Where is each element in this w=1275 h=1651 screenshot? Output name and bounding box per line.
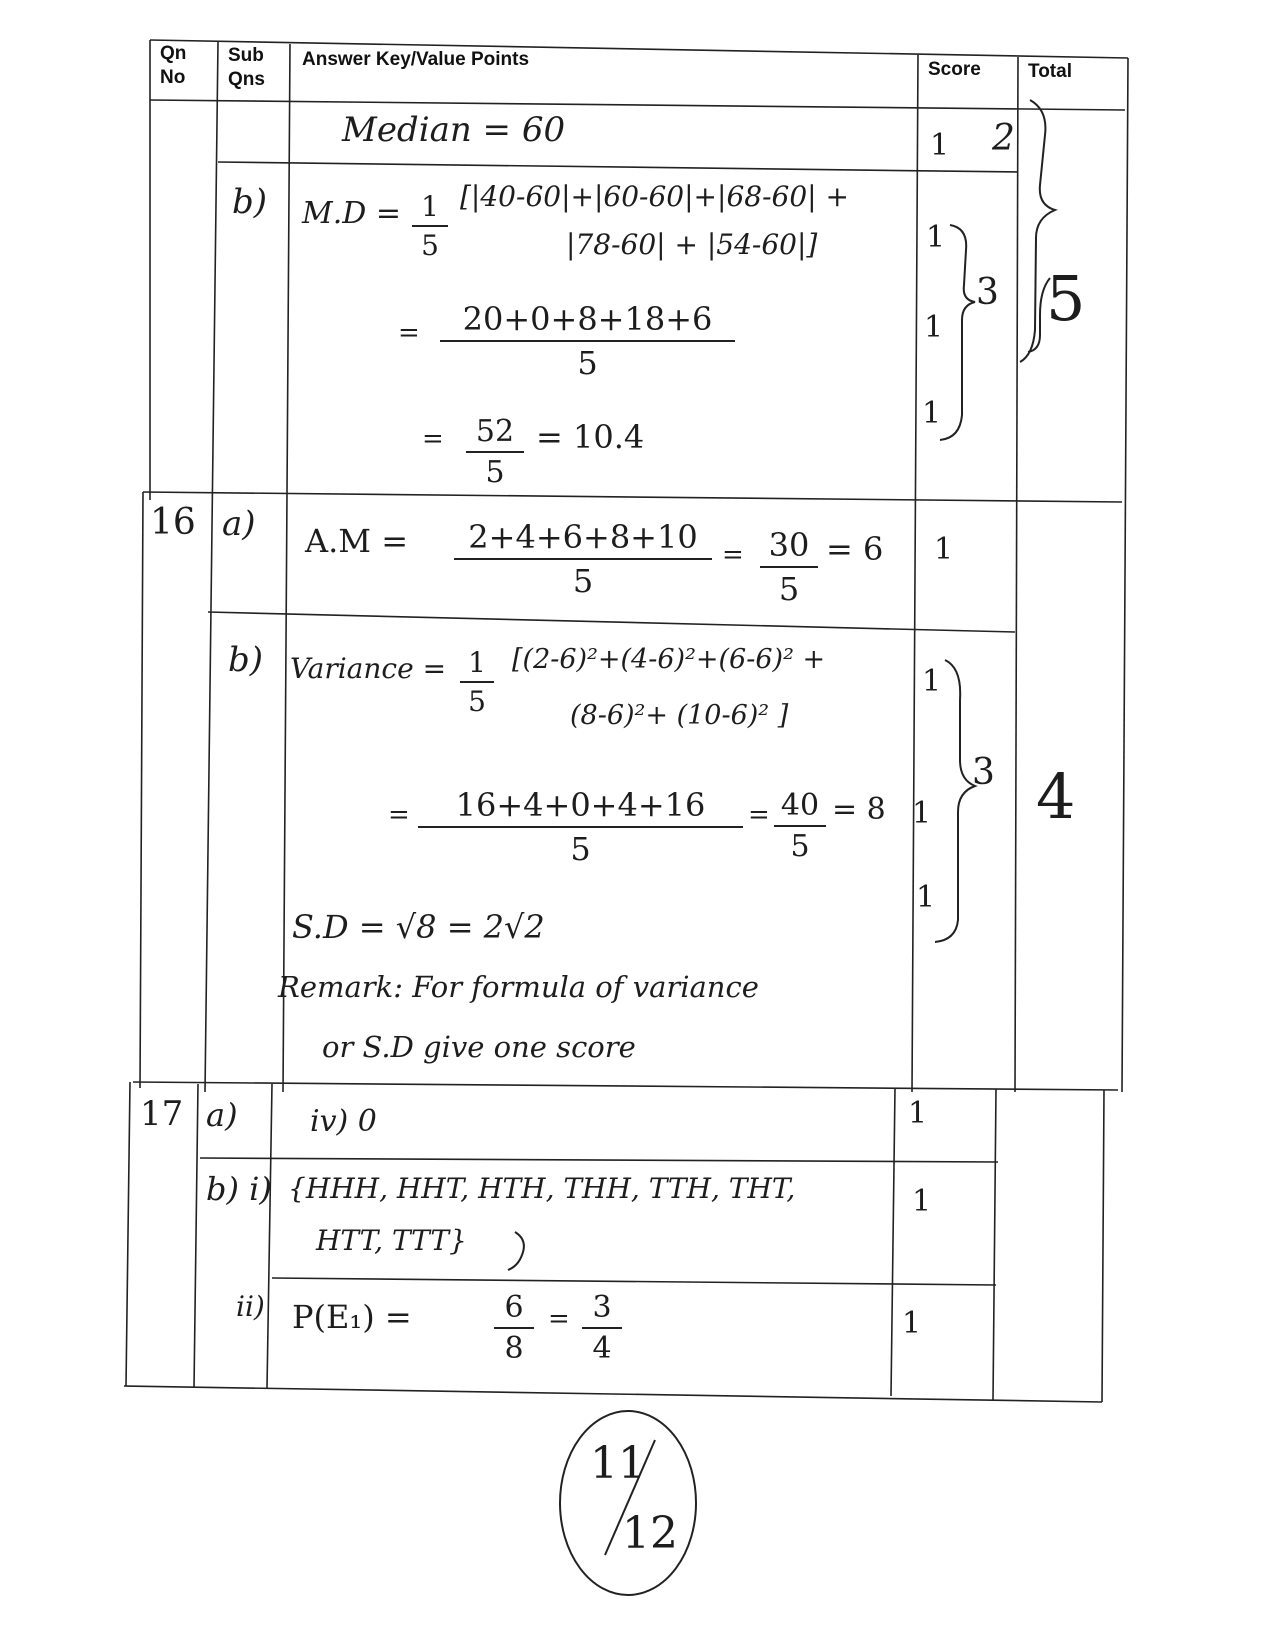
header-score: Score xyxy=(928,59,981,80)
q15b-step2-num: 20+0+8+18+6 xyxy=(462,300,713,338)
q16b-score-3: 1 xyxy=(916,880,936,915)
q17bii-frac2 xyxy=(582,1290,622,1366)
q16b-step2-num: 16+4+0+4+16 xyxy=(455,786,706,824)
q16b-step2-den2: 5 xyxy=(790,829,810,864)
header-sub-qns: Sub Qns xyxy=(228,45,265,90)
q16b-frac-num: 1 xyxy=(468,646,486,679)
q16a-sub: a) xyxy=(222,504,256,544)
q17bi-line2: HTT, TTT} xyxy=(316,1224,467,1257)
header-qn-no xyxy=(160,42,200,90)
q16a-frac xyxy=(454,518,712,600)
q15b-step3-frac xyxy=(466,414,524,490)
q15b-md-line1: [|40-60|+|60-60|+|68-60| + xyxy=(460,180,849,213)
q17-number: 17 xyxy=(140,1094,184,1134)
median-total: 2 xyxy=(992,118,1015,159)
q16b-remark-line1: Remark: For formula of variance xyxy=(278,970,759,1004)
q16a-num2: 30 xyxy=(768,526,810,564)
q17bii-eq-sign: = xyxy=(548,1304,570,1334)
q16b-score-2: 1 xyxy=(912,796,932,831)
q16a-den: 5 xyxy=(572,562,594,600)
q15b-brace-total: 3 xyxy=(976,272,999,313)
header-qn-no-label: Qn No xyxy=(160,43,187,88)
median-score: 1 xyxy=(930,128,950,163)
q16a-frac2 xyxy=(760,526,818,608)
q17bii-den: 8 xyxy=(504,1331,524,1366)
q15b-step2-frac xyxy=(440,300,735,382)
q17bi-score: 1 xyxy=(912,1184,932,1219)
q16b-eq-sign-2: = xyxy=(748,800,770,830)
q16b-step2-num2: 40 xyxy=(780,788,820,823)
header-answer-key: Answer Key/Value Points xyxy=(302,49,530,70)
q15b-md-frac xyxy=(412,190,448,262)
q16b-brace-total: 3 xyxy=(972,752,995,793)
q17bii-num: 6 xyxy=(504,1290,524,1325)
q16b-sd: S.D = √8 = 2√2 xyxy=(292,908,545,946)
q17bii-sub: ii) xyxy=(236,1290,265,1323)
q16b-eq-sign-1: = xyxy=(388,800,410,830)
page-mark-denominator: 12 xyxy=(622,1508,678,1559)
q16b-sub: b) xyxy=(228,640,264,680)
q16b-step2-den: 5 xyxy=(570,830,591,868)
q17bii-score: 1 xyxy=(902,1306,922,1341)
q16b-frac-den: 5 xyxy=(468,685,486,718)
q16a-result: = 6 xyxy=(826,530,884,568)
q16-grand-total: 4 xyxy=(1036,760,1076,833)
q16a-num: 2+4+6+8+10 xyxy=(468,518,698,556)
q17bii-den2: 4 xyxy=(592,1331,612,1366)
q15b-eq-sign-2: = xyxy=(422,424,444,454)
q16a-lhs: A.M = xyxy=(305,522,409,560)
q15b-score-2: 1 xyxy=(924,310,944,345)
q17bi-line1: {HHH, HHT, HTH, THH, TTH, THT, xyxy=(288,1172,796,1205)
q16b-step2-frac2 xyxy=(774,788,826,864)
q17bii-num2: 3 xyxy=(592,1290,612,1325)
q15b-md-frac-num: 1 xyxy=(421,190,439,223)
q15b-md-line2: |78-60| + |54-60|] xyxy=(566,228,818,261)
q16a-den2: 5 xyxy=(778,570,800,608)
q16b-line1: [(2-6)²+(4-6)²+(6-6)² + xyxy=(512,644,826,675)
q17a-sub: a) xyxy=(206,1096,238,1134)
q17bii-lhs: P(E₁) = xyxy=(292,1298,412,1336)
q17bii-frac xyxy=(494,1290,534,1366)
q15b-md-lhs: M.D = xyxy=(302,196,401,231)
q17a-score: 1 xyxy=(908,1096,928,1131)
q16b-remark-line2: or S.D give one score xyxy=(322,1030,636,1064)
q16b-step2-frac xyxy=(418,786,743,868)
q17bi-sub: b) i) xyxy=(206,1170,272,1208)
q16b-line2: (8-6)²+ (10-6)² ] xyxy=(570,700,789,731)
q15b-eq-sign-1: = xyxy=(398,318,420,348)
q15b-step3-den: 5 xyxy=(485,455,505,490)
q16-number: 16 xyxy=(150,502,196,543)
q17a-answer: iv) 0 xyxy=(310,1104,377,1139)
q16a-eq-sign: = xyxy=(722,540,744,570)
q15b-sub: b) xyxy=(232,182,268,222)
median-text: Median = 60 xyxy=(342,110,566,150)
q16b-step2-result: = 8 xyxy=(832,792,886,827)
header-total: Total xyxy=(1028,61,1072,82)
q16b-score-1: 1 xyxy=(922,664,942,699)
page-mark-numerator: 11 xyxy=(590,1438,646,1489)
q15b-step2-den: 5 xyxy=(577,344,598,382)
q15b-score-3: 1 xyxy=(922,396,942,431)
q15b-step3-num: 52 xyxy=(475,414,515,449)
q16a-score: 1 xyxy=(934,532,954,567)
q15b-step3-result: = 10.4 xyxy=(536,418,645,456)
q16b-frac xyxy=(460,646,494,718)
q16b-lhs: Variance = xyxy=(290,652,447,685)
q15b-md-frac-den: 5 xyxy=(421,229,439,262)
q15-grand-total: 5 xyxy=(1046,262,1086,335)
q15b-score-1: 1 xyxy=(926,220,946,255)
